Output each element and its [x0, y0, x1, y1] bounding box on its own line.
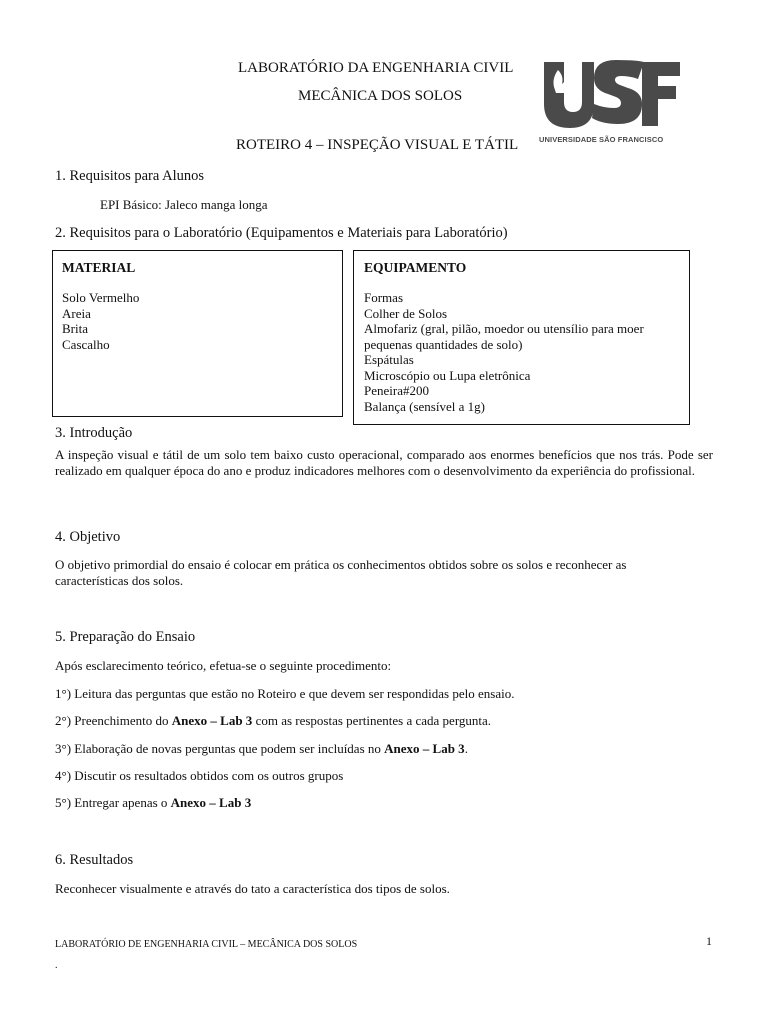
header-line-2: MECÂNICA DOS SOLOS — [298, 88, 463, 104]
footer-text: LABORATÓRIO DE ENGENHARIA CIVIL – MECÂNICA DOS SOLOS — [55, 939, 358, 950]
step-3-anexo: Anexo – Lab 3 — [384, 741, 465, 756]
equipamento-item: Peneira#200 — [364, 383, 429, 398]
section-5-title: 5. Preparação do Ensaio — [55, 629, 196, 645]
material-item: Brita — [62, 321, 88, 336]
logo-subtitle: UNIVERSIDADE SÃO FRANCISCO — [539, 135, 664, 144]
material-header: MATERIAL — [62, 260, 136, 275]
objetivo-text: O objetivo primordial do ensaio é colocar em prática os conhecimentos obtidos sobre os solos e reconhecer as características dos solos. — [55, 557, 627, 588]
step-2-text: 2°) Preenchimento do — [55, 713, 172, 728]
step-5-anexo: Anexo – Lab 3 — [170, 795, 252, 810]
usf-logo-mark — [538, 58, 682, 132]
step-3-text: 3°) Elaboração de novas perguntas que podem ser incluídas no — [55, 741, 385, 756]
material-item: Solo Vermelho — [62, 290, 140, 305]
section-1-title: 1. Requisitos para Alunos — [55, 168, 205, 184]
epi-text: EPI Básico: Jaleco manga longa — [100, 197, 268, 212]
step-3 — [55, 741, 468, 757]
resultados-text: Reconhecer visualmente e através do tato a característica dos tipos de solos. — [55, 881, 450, 896]
step-2 — [55, 713, 491, 729]
equipamento-item: Colher de Solos — [364, 305, 448, 321]
step-2-text-end: com as respostas pertinentes a cada pergunta. — [252, 713, 492, 728]
material-item: Areia — [62, 305, 91, 321]
step-5-text: 5°) Entregar apenas o — [55, 795, 171, 810]
step-4: 4°) Discutir os resultados obtidos com os outros grupos — [55, 768, 344, 783]
equipamento-item: Espátulas — [364, 352, 414, 367]
preparacao-intro: Após esclarecimento teórico, efetua-se o seguinte procedimento: — [55, 658, 392, 673]
step-5 — [55, 795, 251, 811]
step-2-anexo: Anexo – Lab 3 — [171, 713, 253, 728]
section-3-title: 3. Introdução — [55, 425, 133, 441]
roteiro-title: ROTEIRO 4 – INSPEÇÃO VISUAL E TÁTIL — [236, 137, 519, 153]
equipamento-item: Formas — [364, 290, 403, 305]
footer-dot: . — [55, 960, 58, 971]
equipamento-item: Balança (sensível a 1g) — [364, 398, 485, 414]
equipamento-header: EQUIPAMENTO — [364, 260, 467, 275]
introducao-text: A inspeção visual e tátil de um solo tem baixo custo operacional, comparado aos enormes benefícios que nos trás. Pode ser realizado em qualquer época do ano e produz indicadores melhores com o desenvolvimento da experiência do profissional. — [55, 447, 713, 478]
equipamento-item: Almofariz (gral, pilão, moedor ou utensílio para moer — [364, 321, 644, 336]
page-number: 1 — [706, 934, 712, 948]
equipamento-item: Microscópio ou Lupa eletrônica — [364, 367, 531, 383]
usf-logo — [538, 58, 682, 146]
step-3-text-end: . — [464, 741, 468, 756]
section-4-title: 4. Objetivo — [55, 529, 121, 545]
equipamento-box — [353, 250, 690, 425]
section-6-title: 6. Resultados — [55, 852, 134, 868]
equipamento-item: pequenas quantidades de solo) — [364, 336, 523, 352]
step-1: 1°) Leitura das perguntas que estão no Roteiro e que devem ser respondidas pelo ensaio. — [55, 686, 515, 701]
material-box — [52, 250, 343, 417]
section-2-title: 2. Requisitos para o Laboratório (Equipamentos e Materiais para Laboratório) — [55, 225, 508, 241]
material-item: Cascalho — [62, 336, 110, 352]
header-line-1: LABORATÓRIO DA ENGENHARIA CIVIL — [238, 60, 514, 76]
